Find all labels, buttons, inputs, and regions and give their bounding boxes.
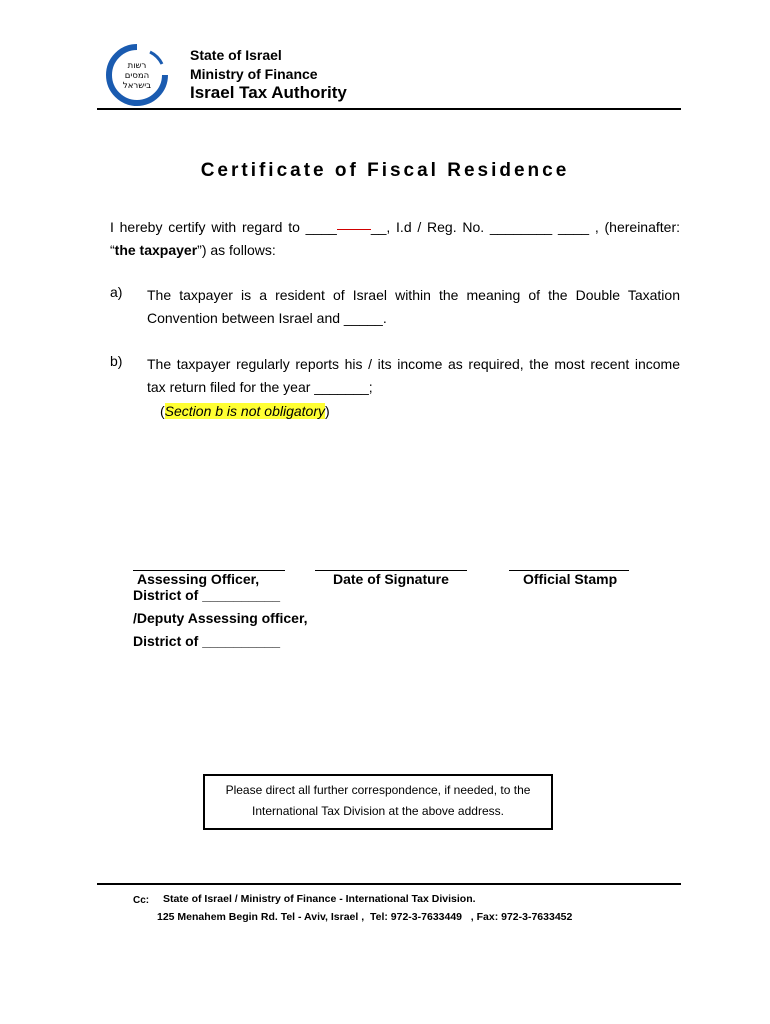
section-b-note [160,400,330,423]
footer-address: 125 Menahem Begin Rd. Tel - Aviv, Israel , Tel: 972-3-7633449 , Fax: 972-3-7633452 [157,911,573,923]
header-state: State of Israel [190,47,282,63]
quote-open: “ [110,242,115,258]
item-a-text [147,284,680,330]
header-ministry: Ministry of Finance [190,66,318,82]
district-label-2: District of __________ [133,633,281,649]
item-a-marker: a) [110,284,123,300]
official-stamp-label: Official Stamp [523,571,618,587]
svg-text:בישראל: בישראל [122,81,152,91]
header-authority: Israel Tax Authority [190,83,347,102]
red-underline-mark [337,229,371,230]
intro-line-1 [110,216,680,239]
item-a-line-1: The taxpayer is a resident of Israel within the meaning of the Double Taxation [147,287,680,303]
intro-text-3: ”) as follows: [197,242,276,258]
israel-tax-authority-logo [106,44,168,106]
intro-paragraph [110,216,680,262]
footer-divider [97,883,681,885]
intro-line-2 [110,242,276,258]
header-divider [97,108,681,110]
correspondence-line-1: Please direct all further correspondence, if needed, to the [225,783,531,797]
district-label-1: District of __________ [133,587,281,603]
note-paren-open: ( [160,403,165,419]
intro-text-2: , I.d / Reg. No. ________ ____ , (hereinafter: [386,219,680,235]
item-a-line-2: Convention between Israel and _____. [147,310,387,326]
correspondence-line-2: International Tax Division at the above address. [252,804,504,818]
footer-cc-label: Cc: [133,895,150,906]
taxpayer-term: the taxpayer [114,242,198,258]
svg-text:רשות: רשות [127,61,147,71]
intro-text-1: I hereby certify with regard to [110,219,306,235]
correspondence-box [203,774,553,830]
note-highlighted-text: Section b is not obligatory [164,403,325,419]
taxpayer-name-blank: ____ __ [305,219,387,235]
item-b-line-1: The taxpayer regularly reports his / its income as required, the most recent income [147,356,680,372]
deputy-officer-label: /Deputy Assessing officer, [133,610,308,626]
document-title: Certificate of Fiscal Residence [200,160,570,181]
logo-emblem-icon [106,44,168,106]
assessing-officer-label: Assessing Officer, [137,571,260,587]
footer-division: State of Israel / Ministry of Finance - International Tax Division. [163,893,476,905]
item-b-line-2: tax return filed for the year _______; [147,379,373,395]
note-paren-close: ) [325,403,330,419]
item-b-marker: b) [110,353,123,369]
date-of-signature-label: Date of Signature [333,571,449,587]
svg-text:המסים: המסים [124,71,150,81]
item-b-text [147,353,680,399]
